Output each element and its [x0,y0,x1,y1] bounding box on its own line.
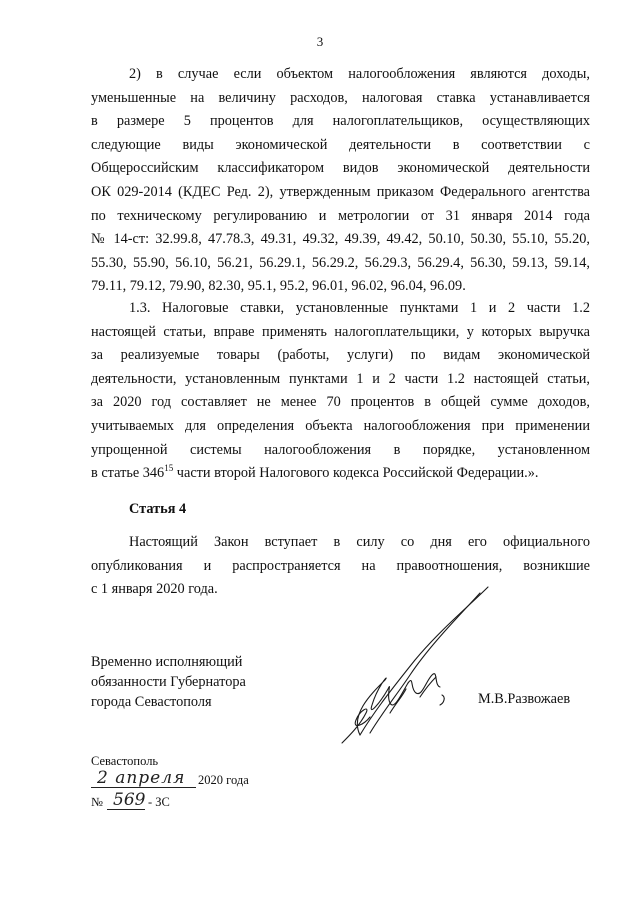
text-line: ОК 029-2014 (КДЕС Ред. 2), утвержденным приказом Федерального агентства [91,183,590,200]
text-before-superscript: в статье 346 [91,465,165,482]
text-line: в размере 5 процентов для налогоплательщиков, осуществляющих [91,113,590,130]
text-line: 55.30, 55.90, 56.10, 56.21, 56.29.1, 56.29.2, 56.29.3, 56.29.4, 56.30, 59.13, 59.14, [91,254,590,271]
signer-title-line: Временно исполняющий [91,654,243,670]
text-line: 1.3. Налоговые ставки, установленные пунктами 1 и 2 части 1.2 [129,300,590,316]
text-line: 79.11, 79.12, 79.90, 82.30, 95.1, 95.2, 96.01, 96.02, 96.04, 96.09. [91,278,466,295]
signer-title [91,652,246,712]
text-line: опубликования и распространяется на правоотношения, возникшие [91,557,590,574]
signer-title-line: обязанности Губернатора [91,674,246,690]
signer-name: М.В.Развожаев [478,691,571,707]
page-number: 3 [316,34,324,49]
number-underline [107,809,145,810]
text-line [91,462,590,486]
paragraph-tax-rate-5-percent [91,63,590,299]
text-after-superscript: части второй Налогового кодекса Российской Федерации.». [173,465,539,482]
text-line: упрощенной системы налогообложения в порядке, установленном [91,441,590,458]
text-line: 2) в случае если объектом налогообложения являются доходы, [129,66,590,82]
text-line: по техническому регулированию и метрологии от 31 января 2014 года [91,207,590,224]
handwritten-signature [330,585,490,745]
handwritten-date: 2 апреля [97,768,186,788]
signer-title-line: города Севастополя [91,694,212,710]
article-superscript: 15 [164,463,174,474]
date-underline [91,787,196,788]
law-number [91,790,281,814]
text-line: с 1 января 2020 года. [91,581,218,598]
text-line: деятельности, установленным пунктами 1 и 2 части 1.2 настоящей статьи, [91,370,590,387]
text-line: уменьшенные на величину расходов, налоговая ставка устанавливается [91,89,590,106]
date-year: 2020 года [198,773,249,787]
signing-place: Севастополь [91,754,159,768]
number-sign: № [91,795,103,809]
article-heading: Статья 4 [129,501,187,517]
text-line: учитываемых для определения объекта налогообложения при применении [91,417,590,434]
handwritten-number: 569 [113,790,146,810]
text-line: настоящей статьи, вправе применять налогоплательщики, у которых выручка [91,323,590,340]
text-line: за 2020 год составляет не менее 70 процентов в общей сумме доходов, [91,394,590,411]
text-line: № 14-ст: 32.99.8, 47.78.3, 49.31, 49.32, 49.39, 49.42, 50.10, 50.30, 55.10, 55.20, [91,231,590,248]
signing-date [91,768,281,790]
text-line: Настоящий Закон вступает в силу со дня его официального [129,534,590,550]
text-line: следующие виды экономической деятельности в соответствии с [91,136,590,153]
text-line: за реализуемые товары (работы, услуги) по видам экономической [91,347,590,364]
number-suffix: - ЗС [148,795,170,809]
paragraph-1-3 [91,297,590,486]
text-line: Общероссийским классификатором видов экономической деятельности [91,160,590,177]
